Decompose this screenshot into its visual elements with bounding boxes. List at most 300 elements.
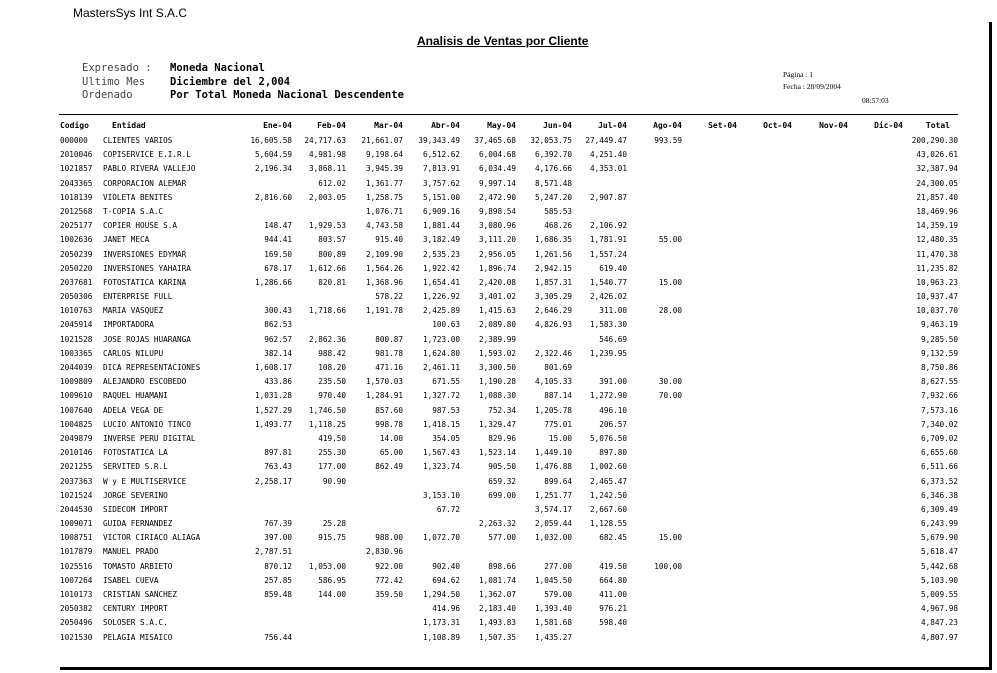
cell-total: 5,442.68 [920,561,958,571]
param-label: Ordenado [82,89,133,101]
cell-jun: 801.69 [544,363,572,372]
cell-mar: 1,284.91 [365,391,403,401]
cell-may: 2,420.08 [478,277,516,287]
cell-entidad: INVERSIONES EDYMAR [103,249,187,259]
cell-total: 200,290.30 [911,136,958,145]
cell-jul: 976.21 [599,604,627,614]
cell-codigo: 1021530 [60,632,93,642]
cell-codigo: 1008751 [60,533,93,543]
cell-total: 18,469.96 [916,206,958,216]
cell-feb: 2,862.36 [308,334,346,344]
cell-feb: 1,612.66 [308,263,346,273]
column-header-ene: Ene-04 [263,121,292,130]
cell-entidad: T-COPIA S.A.C [103,206,164,216]
cell-mar: 915.40 [375,235,403,245]
cell-codigo: 2010046 [60,150,93,160]
cell-jun: 2,646.29 [534,306,572,316]
cell-jul: 2,667.60 [589,504,627,514]
cell-mar: 3,945.39 [365,164,403,174]
cell-jun: 3,305.29 [534,292,572,302]
cell-feb: 915.75 [318,533,346,543]
cell-may: 829.96 [488,433,516,443]
cell-may: 2,263.32 [478,519,516,529]
cell-jun: 585.53 [544,206,572,216]
cell-entidad: MANUEL PRADO [103,547,159,557]
cell-entidad: COPISERVICE E.I.R.L [103,150,191,160]
cell-jul: 5,076.50 [589,433,627,443]
param-value: Moneda Nacional [170,62,265,74]
cell-may: 699.00 [488,490,516,500]
cell-entidad: FOTOSTATICA LA [103,448,168,458]
table-row [0,363,997,377]
table-row [0,434,997,448]
cell-jul: 1,540.77 [589,277,627,287]
report-time: 08:57:03 [862,96,889,105]
cell-may: 1,415.63 [478,306,516,316]
table-row [0,576,997,590]
table-row [0,179,997,193]
cell-mar: 1,191.78 [365,306,403,316]
cell-total: 11,235.82 [916,263,958,273]
cell-entidad: CORPORACION ALEMAR [103,178,187,188]
cell-codigo: 2044530 [60,504,93,514]
table-row [0,264,997,278]
cell-mar: 1,570.03 [365,377,403,387]
cell-abr: 1,654.41 [422,277,460,287]
cell-entidad: FOTOSTATICA KARINA [103,277,187,287]
cell-ene: 756.44 [264,632,292,642]
cell-abr: 414.96 [432,604,460,614]
cell-entidad: INVERSIONES YAHAIRA [103,263,191,273]
cell-jun: 4,826.93 [534,320,572,330]
table-row [0,477,997,491]
cell-abr: 1,173.31 [422,618,460,628]
cell-may: 9,997.14 [478,178,516,188]
cell-jun: 468.26 [544,221,572,231]
cell-codigo: 1009610 [60,391,93,401]
cell-mar: 772.42 [375,575,403,585]
cell-abr: 39,343.49 [418,136,460,145]
cell-jun: 579.00 [544,590,572,599]
cell-may: 1,362.07 [478,590,516,599]
cell-may: 2,389.99 [478,334,516,344]
cell-total: 24,300.05 [916,178,958,188]
cell-may: 9,898.54 [478,206,516,216]
table-row [0,349,997,363]
cell-codigo: 1007264 [60,575,93,585]
cell-abr: 902.40 [432,561,460,571]
cell-entidad: CENTURY IMPORT [103,604,168,614]
cell-may: 3,401.02 [478,292,516,302]
report-title: Analisis de Ventas por Cliente [417,34,589,48]
cell-feb: 108.20 [318,363,346,372]
cell-entidad: SERVITED S.R.L [103,462,168,472]
cell-feb: 3,868.11 [308,164,346,174]
cell-may: 1,493.83 [478,618,516,628]
cell-may: 752.34 [488,405,516,415]
cell-jul: 598.40 [599,618,627,628]
column-header-ago: Ago-04 [653,121,682,130]
cell-jun: 1,476.88 [534,462,572,472]
cell-mar: 21,661.07 [361,136,403,145]
cell-jun: 775.01 [544,419,572,429]
cell-abr: 671.55 [432,377,460,387]
cell-jul: 419.50 [599,561,627,571]
cell-abr: 3,757.62 [422,178,460,188]
cell-entidad: JORGE SEVERINO [103,490,168,500]
cell-abr: 2,535.23 [422,249,460,259]
cell-total: 6,709.02 [920,433,958,443]
company-name: MastersSys Int S.A.C [73,6,188,20]
cell-jun: 1,251.77 [534,490,572,500]
cell-jun: 1,393.40 [534,604,572,614]
cell-jul: 1,557.24 [589,249,627,259]
cell-codigo: 1010763 [60,306,93,316]
cell-jul: 1,781.91 [589,235,627,245]
cell-abr: 1,226.92 [422,292,460,302]
cell-jun: 1,045.50 [534,575,572,585]
cell-ene: 2,258.17 [254,476,292,486]
cell-may: 1,593.02 [478,348,516,358]
cell-ago: 28.00 [658,306,682,316]
param-label: Ultimo Mes [82,75,146,88]
table-row [0,207,997,221]
cell-total: 6,655.60 [920,448,958,458]
cell-jun: 887.14 [544,391,572,401]
cell-abr: 1,323.74 [422,462,460,472]
cell-abr: 1,072.70 [422,533,460,543]
cell-feb: 1,746.50 [308,405,346,415]
table-row [0,306,997,320]
cell-ene: 862.53 [264,320,292,330]
report-date: Fecha : 28/09/2004 [783,82,841,91]
cell-total: 9,132.59 [920,348,958,358]
cell-feb: 970.40 [318,391,346,401]
table-row [0,150,997,164]
cell-total: 7,573.16 [920,405,958,415]
cell-mar: 471.16 [375,363,403,372]
cell-mar: 922.00 [375,561,403,571]
cell-may: 3,080.96 [478,221,516,231]
column-header-feb: Feb-04 [317,121,346,130]
table-row [0,377,997,391]
cell-total: 10,037.70 [916,306,958,316]
table-row [0,235,997,249]
cell-jul: 2,106.92 [589,221,627,231]
cell-codigo: 1004825 [60,419,93,429]
cell-entidad: ADELA VEGA DE [103,405,164,415]
cell-ago: 993.59 [654,136,682,145]
cell-may: 37,465.68 [474,136,516,145]
cell-ago: 100.00 [654,561,682,571]
cell-may: 1,523.14 [478,448,516,458]
cell-jul: 4,251.40 [589,150,627,160]
cell-jun: 1,261.56 [534,249,572,259]
cell-total: 43,026.61 [916,150,958,160]
cell-total: 21,857.40 [916,192,958,202]
cell-may: 2,183.40 [478,604,516,614]
cell-may: 6,034.49 [478,164,516,174]
cell-entidad: JANET MECA [103,235,150,245]
cell-ene: 2,816.60 [254,192,292,202]
column-header-set: Set-04 [708,121,737,130]
cell-feb: 800.89 [318,249,346,259]
cell-abr: 1,294.50 [422,590,460,599]
cell-jul: 682.45 [599,533,627,543]
cell-mar: 359.50 [375,590,403,599]
cell-jun: 1,581.68 [534,618,572,628]
cell-total: 7,340.02 [920,419,958,429]
cell-abr: 987.53 [432,405,460,415]
report-meta [783,69,841,93]
cell-may: 659.32 [488,476,516,486]
table-row [0,193,997,207]
cell-entidad: COPIER HOUSE S.A [103,221,178,231]
cell-abr: 2,425.89 [422,306,460,316]
cell-mar: 988.00 [375,533,403,543]
cell-abr: 3,182.49 [422,235,460,245]
cell-codigo: 2037363 [60,476,93,486]
cell-entidad: SOLOSER S.A.C. [103,618,168,628]
cell-total: 10,963.23 [916,277,958,287]
cell-jun: 1,857.31 [534,277,572,287]
cell-ene: 1,031.28 [254,391,292,401]
table-row [0,462,997,476]
cell-jun: 2,059.44 [534,519,572,529]
cell-total: 12,480.35 [916,235,958,245]
cell-ene: 148.47 [264,221,292,231]
cell-ene: 859.48 [264,590,292,599]
cell-abr: 5,151.00 [422,192,460,202]
cell-jul: 4,353.01 [589,164,627,174]
cell-ene: 2,196.34 [254,164,292,174]
cell-abr: 1,567.43 [422,448,460,458]
cell-jul: 1,239.95 [589,348,627,358]
cell-mar: 14.00 [379,433,403,443]
param-row [82,89,404,103]
cell-jun: 2,322.46 [534,348,572,358]
cell-ene: 169.50 [264,249,292,259]
cell-codigo: 2044039 [60,363,93,372]
cell-feb: 1,718.66 [308,306,346,316]
cell-codigo: 2012568 [60,206,93,216]
cell-ene: 767.39 [264,519,292,529]
cell-total: 14,359.19 [916,221,958,231]
cell-entidad: DICA REPRESENTACIONES [103,363,201,372]
table-row [0,448,997,462]
table-row [0,136,997,150]
cell-feb: 25.28 [322,519,346,529]
table-row [0,633,997,647]
cell-mar: 857.60 [375,405,403,415]
cell-total: 9,463.19 [920,320,958,330]
table-row [0,505,997,519]
cell-mar: 65.00 [379,448,403,458]
cell-jun: 1,686.35 [534,235,572,245]
cell-may: 1,190.28 [478,377,516,387]
cell-jul: 2,907.87 [589,192,627,202]
cell-may: 3,111.20 [478,235,516,245]
cell-abr: 1,723.00 [422,334,460,344]
column-header-row [0,121,997,133]
cell-entidad: W y E MULTISERVICE [103,476,187,486]
cell-feb: 803.57 [318,235,346,245]
cell-codigo: 1010173 [60,590,93,599]
cell-mar: 1,361.77 [365,178,403,188]
cell-codigo: 2050496 [60,618,93,628]
cell-codigo: 1018139 [60,192,93,202]
column-header-jun: Jun-04 [543,121,572,130]
column-header-entidad: Entidad [112,121,146,130]
cell-entidad: LUCIO ANTONIO TINCO [103,419,191,429]
cell-entidad: ALEJANDRO ESCOBEDO [103,377,187,387]
cell-feb: 144.00 [318,590,346,599]
cell-entidad: RAQUEL HUAMANI [103,391,168,401]
cell-jun: 6,392.70 [534,150,572,160]
cell-jul: 496.10 [599,405,627,415]
cell-jun: 4,176.66 [534,164,572,174]
cell-codigo: 2010146 [60,448,93,458]
cell-jun: 277.00 [544,561,572,571]
cell-feb: 90.90 [322,476,346,486]
cell-codigo: 1021528 [60,334,93,344]
cell-may: 2,472.90 [478,192,516,202]
cell-abr: 2,461.11 [422,363,460,372]
cell-entidad: SIDECOM IMPORT [103,504,168,514]
cell-ago: 70.00 [658,391,682,401]
cell-entidad: TOMASTO ARBIETO [103,561,173,571]
table-row [0,533,997,547]
cell-entidad: CRISTIAN SANCHEZ [103,590,178,599]
column-header-oct: Oct-04 [763,121,792,130]
cell-may: 2,956.05 [478,249,516,259]
table-row [0,292,997,306]
column-header-abr: Abr-04 [431,121,460,130]
cell-feb: 1,929.53 [308,221,346,231]
table-row [0,278,997,292]
cell-ene: 763.43 [264,462,292,472]
cell-entidad: IMPORTADORA [103,320,154,330]
cell-ene: 1,493.77 [254,419,292,429]
cell-total: 5,679.90 [920,533,958,543]
cell-feb: 1,118.25 [308,419,346,429]
cell-codigo: 1007640 [60,405,93,415]
cell-jun: 4,105.33 [534,377,572,387]
param-row [82,76,404,90]
cell-codigo: 1021524 [60,490,93,500]
cell-feb: 612.02 [318,178,346,188]
cell-abr: 694.62 [432,575,460,585]
cell-mar: 862.49 [375,462,403,472]
cell-total: 9,285.50 [920,334,958,344]
cell-ene: 897.81 [264,448,292,458]
cell-mar: 800.87 [375,334,403,344]
cell-jul: 411.00 [599,590,627,599]
cell-abr: 1,881.44 [422,221,460,231]
cell-entidad: VICTOR CIRIACO ALIAGA [103,533,201,543]
cell-feb: 4,981.98 [308,150,346,160]
cell-abr: 6,512.62 [422,150,460,160]
cell-total: 8,750.86 [920,363,958,372]
cell-jun: 5,247.20 [534,192,572,202]
cell-jun: 1,032.00 [534,533,572,543]
cell-jul: 311.00 [599,306,627,316]
cell-entidad: JOSE ROJAS HUARANGA [103,334,191,344]
cell-total: 4,967.98 [920,604,958,614]
cell-may: 898.66 [488,561,516,571]
cell-entidad: INVERSE PERU DIGITAL [103,433,196,443]
cell-ene: 16,605.58 [250,136,292,145]
table-row [0,590,997,604]
cell-ene: 678.17 [264,263,292,273]
page-number: Página : 1 [783,70,813,79]
cell-jul: 1,272.90 [589,391,627,401]
cell-ene: 962.57 [264,334,292,344]
cell-codigo: 000000 [60,136,88,145]
cell-abr: 1,418.15 [422,419,460,429]
cell-jun: 32,053.75 [530,136,572,145]
cell-abr: 1,624.80 [422,348,460,358]
cell-feb: 255.30 [318,448,346,458]
cell-jun: 2,942.15 [534,263,572,273]
table-row [0,221,997,235]
cell-jun: 8,571.48 [534,178,572,188]
cell-may: 1,081.74 [478,575,516,585]
cell-feb: 177.00 [318,462,346,472]
cell-feb: 1,053.00 [308,561,346,571]
cell-ene: 257.85 [264,575,292,585]
cell-mar: 9,198.64 [365,150,403,160]
cell-entidad: PABLO RIVERA VALLEJO [103,164,196,174]
cell-jun: 1,205.78 [534,405,572,415]
column-header-total: Total [925,121,950,130]
cell-ene: 397.00 [264,533,292,543]
cell-feb: 419.50 [318,433,346,443]
table-row [0,335,997,349]
cell-mar: 1,564.26 [365,263,403,273]
cell-feb: 820.81 [318,277,346,287]
cell-mar: 1,076.71 [365,206,403,216]
cell-jul: 391.00 [599,377,627,387]
cell-abr: 354.05 [432,433,460,443]
cell-may: 3,300.50 [478,363,516,372]
cell-may: 1,088.30 [478,391,516,401]
cell-jul: 664.80 [599,575,627,585]
cell-ago: 55.00 [658,235,682,245]
table-row [0,491,997,505]
cell-jun: 3,574.17 [534,504,572,514]
cell-total: 6,373.52 [920,476,958,486]
column-header-may: May-04 [487,121,516,130]
column-header-mar: Mar-04 [374,121,403,130]
cell-jun: 1,435.27 [534,632,572,642]
table-row [0,164,997,178]
cell-jul: 2,426.02 [589,292,627,302]
cell-jul: 546.69 [599,334,627,344]
cell-jul: 1,128.55 [589,519,627,529]
cell-mar: 1,258.75 [365,192,403,202]
cell-total: 11,470.38 [916,249,958,259]
cell-ago: 15.00 [658,533,682,543]
cell-jun: 15.00 [548,433,572,443]
cell-ene: 1,527.29 [254,405,292,415]
cell-codigo: 1017879 [60,547,93,557]
cell-jul: 1,242.50 [589,490,627,500]
cell-may: 577.00 [488,533,516,543]
cell-total: 5,009.55 [920,590,958,599]
cell-abr: 7,813.91 [422,164,460,174]
cell-mar: 998.78 [375,419,403,429]
